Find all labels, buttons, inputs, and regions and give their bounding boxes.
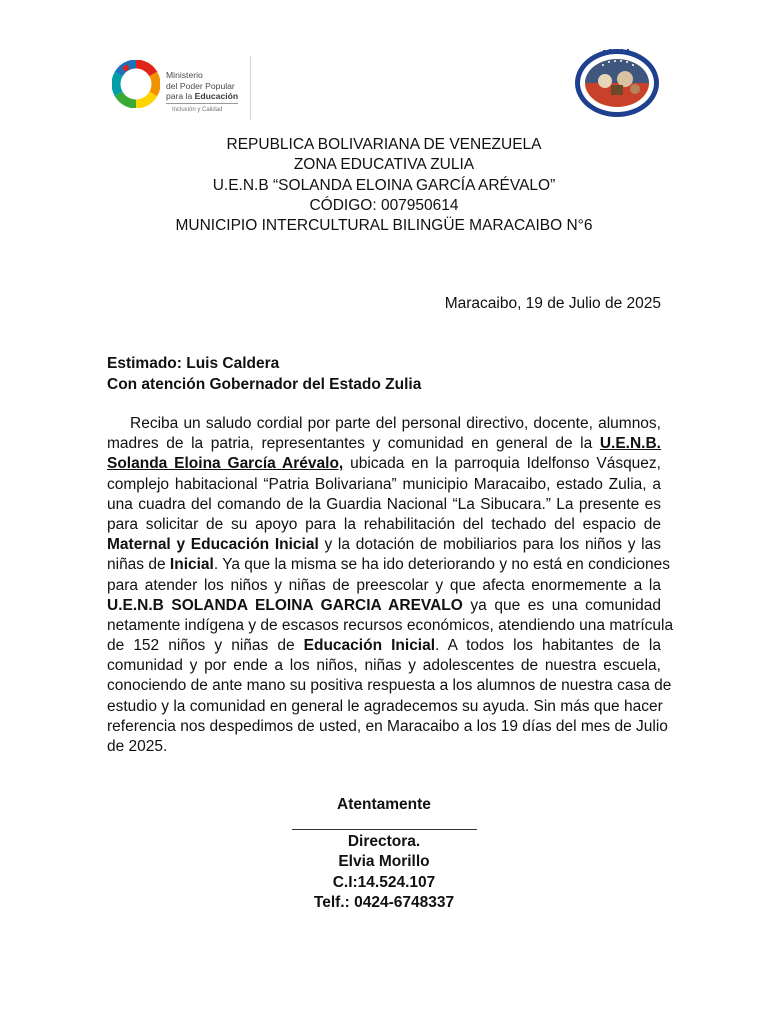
ministry-line-2: del Poder Popular bbox=[166, 80, 235, 91]
signer-role: Directora. bbox=[347, 833, 421, 851]
body-line: referencia nos despedimos de usted, en Maracaibo a los 19 días del mes de Julio bbox=[107, 717, 668, 735]
school-name-underlined: Solanda Eloina García Arévalo, bbox=[107, 455, 344, 473]
ministry-logo-divider bbox=[250, 56, 251, 120]
ministry-line-3-prefix: para la bbox=[166, 91, 195, 101]
body-line: para atender los niños y niñas de preescolar y que afecta enormemente a la bbox=[107, 576, 661, 594]
body-text-run: niñas de bbox=[107, 556, 170, 574]
body-line: comunidad y por ende a los niños, niñas y adolescentes de nuestra escuela, bbox=[107, 657, 661, 675]
body-text-run: de 152 niños y niñas de bbox=[107, 637, 304, 655]
header-zone: ZONA EDUCATIVA ZULIA bbox=[293, 156, 475, 174]
body-bold-run: Inicial bbox=[169, 556, 214, 574]
letter-date: Maracaibo, 19 de Julio de 2025 bbox=[444, 295, 661, 312]
body-line: estudio y la comunidad en general le agradecemos su ayuda. Sin más que hacer bbox=[107, 697, 663, 715]
signature-line bbox=[292, 829, 477, 830]
letter-body bbox=[107, 414, 674, 757]
ministry-line-1: Ministerio bbox=[166, 70, 203, 80]
body-text-run: ubicada en la parroquia Idelfonso Vásquez, bbox=[343, 455, 661, 473]
ministry-line-3 bbox=[166, 91, 246, 102]
addressee-attention: Con atención Gobernador del Estado Zulia bbox=[107, 375, 422, 393]
ministry-logo bbox=[110, 56, 260, 120]
body-line: para solicitar de su apoyo para la rehabilitación del techado del espacio de bbox=[107, 515, 661, 533]
letterhead bbox=[0, 135, 768, 236]
school-seal-icon bbox=[573, 47, 661, 119]
body-line: una cuadra del comando de la Guardia Nacional “La Sibucara.” La presente es bbox=[107, 495, 661, 513]
header-code: CÓDIGO: 007950614 bbox=[309, 196, 459, 214]
signer-id: C.I:14.524.107 bbox=[332, 873, 436, 891]
body-line: de 2025. bbox=[107, 738, 168, 755]
body-line bbox=[107, 454, 661, 474]
body-line bbox=[107, 535, 661, 555]
body-line bbox=[107, 636, 661, 656]
ministry-line-3-bold: Educación bbox=[194, 91, 239, 101]
header-country: REPUBLICA BOLIVARIANA DE VENEZUELA bbox=[226, 136, 542, 153]
closing: Atentamente bbox=[337, 796, 431, 813]
body-line: conociendo de ante mano su positiva respuesta a los alumnos de nuestra casa de bbox=[107, 677, 672, 695]
header-school: U.E.N.B “SOLANDA ELOINA GARCÍA ARÉVALO” bbox=[212, 176, 556, 194]
signature-block bbox=[0, 795, 768, 913]
body-text-run: y la dotación de mobiliarios para los niños y las bbox=[318, 536, 661, 554]
body-line: complejo habitacional “Patria Bolivariana” municipio Maracaibo, estado Zulia, a bbox=[107, 475, 661, 493]
body-bold-run: U.E.N.B SOLANDA ELOINA GARCIA AREVALO bbox=[107, 596, 463, 614]
ministry-logo-rule bbox=[166, 103, 238, 104]
addressee bbox=[107, 354, 421, 395]
ministry-logo-text bbox=[166, 70, 246, 102]
addressee-name: Estimado: Luis Caldera bbox=[107, 355, 280, 372]
signer-name: Elvia Morillo bbox=[338, 853, 430, 871]
body-text-run: ya que es una comunidad bbox=[462, 596, 661, 614]
header-municipality: MUNICIPIO INTERCULTURAL BILINGÜE MARACAIBO N°6 bbox=[175, 217, 593, 235]
school-name-underlined: U.E.N.B. bbox=[599, 435, 661, 453]
body-text-run: . A todos los habitantes de la bbox=[435, 637, 661, 655]
ministry-tagline: Inclusión y Calidad bbox=[172, 107, 223, 113]
body-line bbox=[107, 555, 670, 575]
signer-phone: Telf.: 0424-6748337 bbox=[313, 893, 455, 911]
body-line bbox=[107, 434, 661, 454]
body-bold-run: Maternal y Educación Inicial bbox=[107, 536, 319, 554]
body-line bbox=[107, 596, 661, 616]
body-line: netamente indígena y de escasos recursos económicos, atendiendo una matrícula bbox=[107, 616, 674, 634]
ministry-ring-icon bbox=[112, 60, 160, 108]
body-text-run: . Ya que la misma se ha ido deteriorando y no está en condiciones bbox=[213, 556, 670, 574]
body-line: Reciba un saludo cordial por parte del personal directivo, docente, alumnos, bbox=[130, 415, 661, 432]
body-bold-run: Educación Inicial bbox=[303, 637, 436, 655]
body-text-run: madres de la patria, representantes y comunidad en general de la bbox=[107, 435, 600, 453]
